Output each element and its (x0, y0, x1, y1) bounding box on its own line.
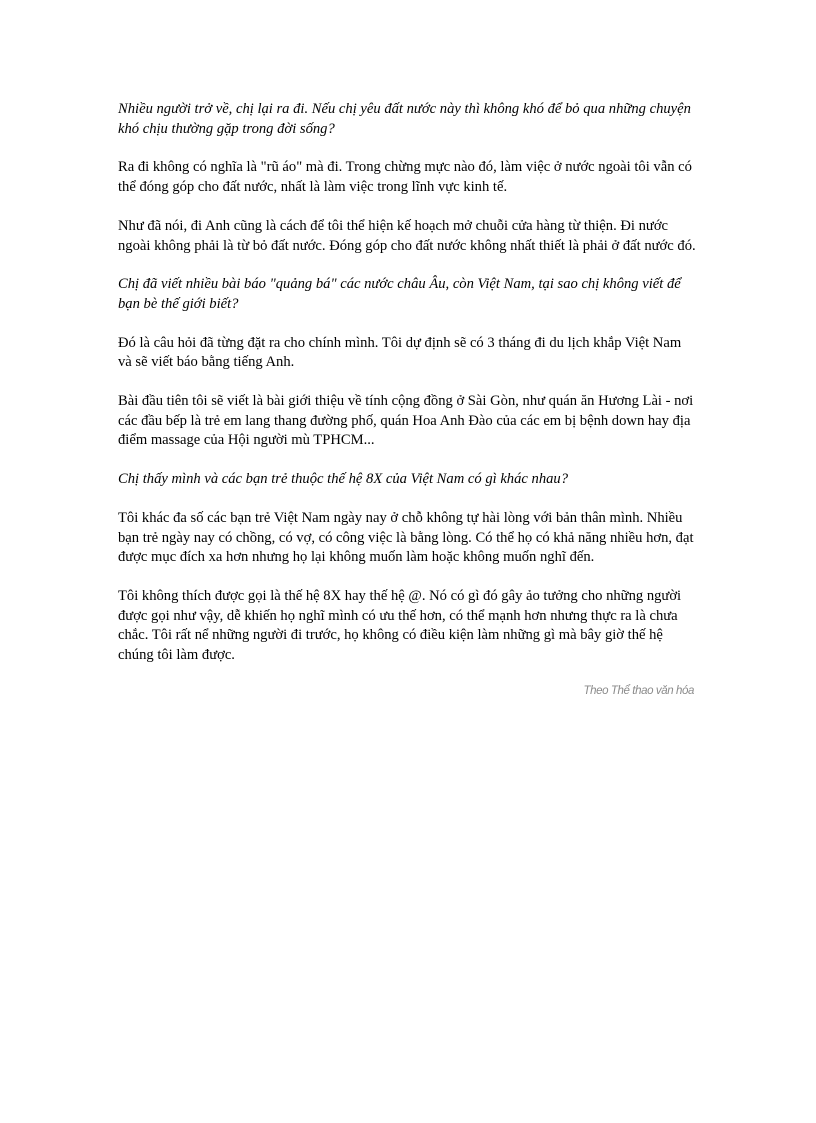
interview-question: Nhiều người trở về, chị lại ra đi. Nếu chị yêu đất nước này thì không khó để bỏ qua những chuyện khó chịu thường gặp trong đời sống? (118, 101, 691, 137)
interview-question: Chị đã viết nhiều bài báo "quảng bá" các nước châu Âu, còn Việt Nam, tại sao chị không viết để bạn bè thế giới biết? (118, 276, 681, 312)
interview-answer: Tôi không thích được gọi là thế hệ 8X hay thế hệ @. Nó có gì đó gây ảo tưởng cho những người được gọi như vậy, dễ khiến họ nghĩ mình có ưu thế hơn, có thể mạnh hơn nhưng thực ra là chưa chắc. Tôi rất nể những người đi trước, họ không có điều kiện làm những gì mà bây giờ thế hệ chúng tôi làm được. (118, 587, 682, 664)
interview-answer: Đó là câu hỏi đã từng đặt ra cho chính mình. Tôi dự định sẽ có 3 tháng đi du lịch khắp Việt Nam và sẽ viết báo bằng tiếng Anh. (118, 334, 682, 371)
interview-answer: Bài đầu tiên tôi sẽ viết là bài giới thiệu về tính cộng đồng ở Sài Gòn, như quán ăn Hương Lài - nơi các đầu bếp là trẻ em lang thang đường phố, quán Hoa Anh Đào của các em bị bệnh down hay địa điểm massage của Hội người mù TPHCM... (118, 393, 694, 449)
interview-question: Chị thấy mình và các bạn trẻ thuộc thế hệ 8X của Việt Nam có gì khác nhau? (118, 471, 569, 488)
interview-answer: Như đã nói, đi Anh cũng là cách để tôi thể hiện kế hoạch mở chuỗi cửa hàng từ thiện. Đi nước ngoài không phải là từ bỏ đất nước. Đóng góp cho đất nước không nhất thiết là phải ở đất nước đó. (118, 217, 696, 254)
article-body (118, 100, 698, 697)
interview-answer: Tôi khác đa số các bạn trẻ Việt Nam ngày nay ở chỗ không tự hài lòng với bản thân mình. Nhiều bạn trẻ ngày nay có chồng, có vợ, có công việc là bằng lòng. Có thể họ có khả năng nhiều hơn, đạt được mục đích xa hơn nhưng họ lại không muốn làm hoặc không muốn nghĩ đến. (118, 509, 694, 566)
article-source-credit: Theo Thể thao văn hóa (583, 684, 694, 697)
interview-answer: Ra đi không có nghĩa là "rũ áo" mà đi. Trong chừng mực nào đó, làm việc ở nước ngoài tôi vẫn có thể đóng góp cho đất nước, nhất là làm việc trong lĩnh vực kinh tế. (118, 159, 692, 196)
